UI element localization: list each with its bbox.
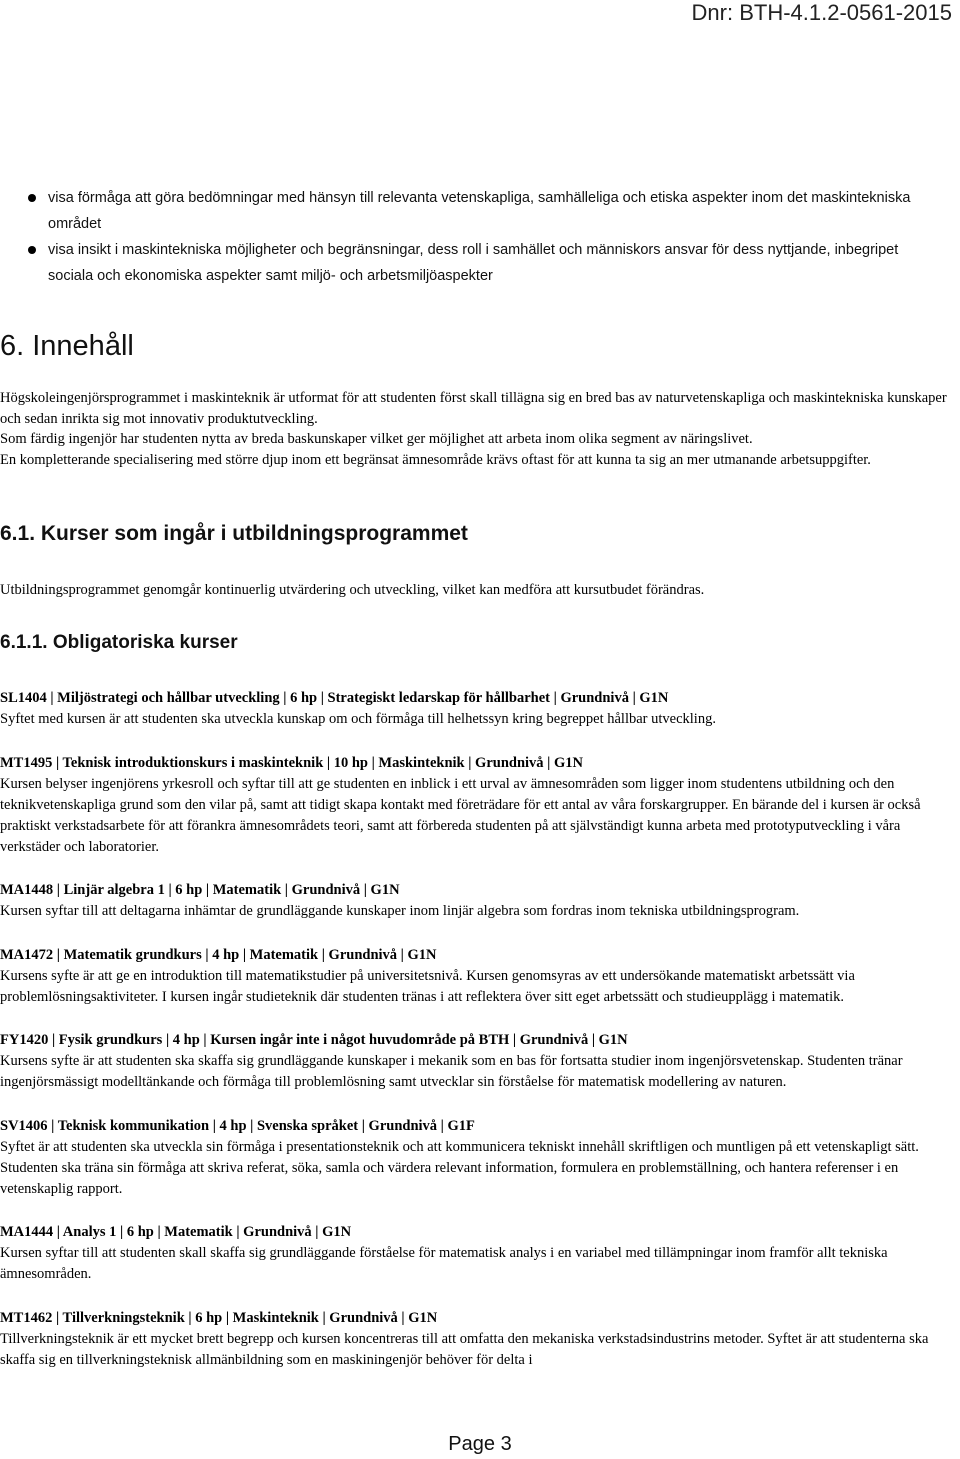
bullet-icon	[28, 246, 36, 254]
course-description: Syftet är att studenten ska utveckla sin förmåga i presentationsteknik och att kommunicera tekniskt innehåll skriftligen och muntligen på ett vetenskapligt sätt. Studenten ska träna sin förmåga att skriva referat, söka, samla och värdera relevant information, formulera en problemställning, och hantera referenser i en vetenskaplig rapport.	[0, 1138, 919, 1197]
course-title: SL1404 | Miljöstrategi och hållbar utveckling | 6 hp | Strategiskt ledarskap för hållbarhet | Grundnivå | G1N	[0, 690, 669, 706]
list-item	[28, 237, 933, 289]
paragraph: En kompletterande specialisering med större djup inom ett begränsat ämnesområde krävs oftast för att kunna ta sig an mer utmanande arbetsuppgifter.	[0, 451, 871, 468]
course-entry	[0, 753, 945, 858]
course-entry	[0, 880, 945, 922]
course-entry	[0, 1222, 945, 1285]
course-description: Kursens syfte är att studenten ska skaffa sig grundläggande kunskaper i mekanik som en bas för fortsatta studier inom ingenjörsvetenskap. Studenten tränar ingenjörsmässigt modelltänkande och förmåga till problemlösning samt utvecklar sin förståelse för matematisk modellering av naturen.	[0, 1053, 903, 1090]
learning-outcomes-list	[28, 185, 933, 289]
bullet-icon	[28, 194, 36, 202]
course-title: MA1448 | Linjär algebra 1 | 6 hp | Matematik | Grundnivå | G1N	[0, 882, 400, 898]
paragraph: Som färdig ingenjör har studenten nytta av breda baskunskaper vilket ger möjlighet att arbeta inom olika segment av näringslivet.	[0, 431, 753, 447]
course-title: MA1444 | Analys 1 | 6 hp | Matematik | Grundnivå | G1N	[0, 1224, 352, 1240]
course-entry	[0, 688, 945, 730]
course-entry	[0, 1030, 945, 1093]
section-heading-kurser: 6.1. Kurser som ingår i utbildningsprogrammet	[0, 522, 468, 545]
course-title: MT1495 | Teknisk introduktionskurs i maskinteknik | 10 hp | Maskinteknik | Grundnivå | G1N	[0, 754, 584, 771]
course-description: Syftet med kursen är att studenten ska utveckla kunskap om och förmåga till helhetssyn kring begreppet hållbar utveckling.	[0, 711, 716, 727]
course-title: SV1406 | Teknisk kommunikation | 4 hp | Svenska språket | Grundnivå | G1F	[0, 1117, 475, 1134]
section-heading-obligatoriska: 6.1.1. Obligatoriska kurser	[0, 632, 238, 653]
paragraph: Utbildningsprogrammet genomgår kontinuerlig utvärdering och utveckling, vilket kan medföra att kursutbudet förändras.	[0, 582, 705, 598]
paragraph: Högskoleingenjörsprogrammet i maskinteknik är utformat för att studenten först skall tillägna sig en bred bas av naturvetenskapliga och maskintekniska kunskaper och sedan inrikta sig mot innovativ produktutveckling.	[0, 390, 947, 427]
course-description: Kursen belyser ingenjörens yrkesroll och syftar till att ge studenten en inblick i ett urval av ämnesområden som ligger inom studentens utbildning och den teknikvetenskapliga grund som den vilar på, samt att tidigt skapa kontakt med företrädare för ett antal av våra forskargrupper. En bärande del i kursen är också praktiskt verkstadsarbete för att förankra ämnesområdets teori, samt att förbereda studenten på att självständigt kunna arbeta med prototyputveckling i våra verkstäder och laboratorier.	[0, 775, 921, 855]
course-title: FY1420 | Fysik grundkurs | 4 hp | Kursen ingår inte i något huvudområde på BTH | Grundnivå | G1N	[0, 1032, 628, 1048]
section-heading-innehall: 6. Innehåll	[0, 330, 134, 362]
list-item-text: visa förmåga att göra bedömningar med hänsyn till relevanta vetenskapliga, samhälleliga och etiska aspekter inom det maskintekniska området	[48, 190, 911, 232]
course-description: Kursens syfte är att ge en introduktion till matematikstudier på universitetsnivå. Kursen genomsyras av ett undersökande matematiskt arbetssätt via problemlösningsaktiviteter. I kursen ingår studieteknik där studenten tränas i att reflektera över sitt eget arbetssätt och studieupplägg i matematik.	[0, 967, 855, 1005]
course-title: MT1462 | Tillverkningsteknik | 6 hp | Maskinteknik | Grundnivå | G1N	[0, 1309, 438, 1326]
course-list	[0, 688, 945, 1393]
course-title: MA1472 | Matematik grundkurs | 4 hp | Matematik | Grundnivå | G1N	[0, 946, 437, 963]
course-description: Kursen syftar till att deltagarna inhämtar de grundläggande kunskaper inom linjär algebra som fordras inom tekniska utbildningsprogram.	[0, 903, 800, 919]
course-description: Tillverkningsteknik är ett mycket brett begrepp och kursen koncentreras till att omfatta den mekaniska verkstadsindustrins metoder. Syftet är att studenterna ska skaffa sig en tillverkningsteknisk allmänbildning som en maskiningenjör behöver för delta i	[0, 1330, 929, 1368]
list-item-text: visa insikt i maskintekniska möjligheter och begränsningar, dess roll i samhället och människors ansvar för dess nyttjande, inbegripet sociala och ekonomiska aspekter samt miljö- och arbetsmiljöaspekter	[48, 242, 899, 284]
course-entry	[0, 1116, 945, 1200]
course-description: Kursen syftar till att studenten skall skaffa sig grundläggande förståelse för matematisk analys i en variabel med tillämpningar inom framför allt tekniska ämnesområden.	[0, 1245, 888, 1282]
document-number: Dnr: BTH-4.1.2-0561-2015	[691, 0, 952, 25]
list-item	[28, 185, 933, 237]
course-entry	[0, 1308, 945, 1371]
page-number: Page 3	[448, 1433, 512, 1455]
section-intro	[0, 388, 950, 470]
course-entry	[0, 945, 945, 1008]
